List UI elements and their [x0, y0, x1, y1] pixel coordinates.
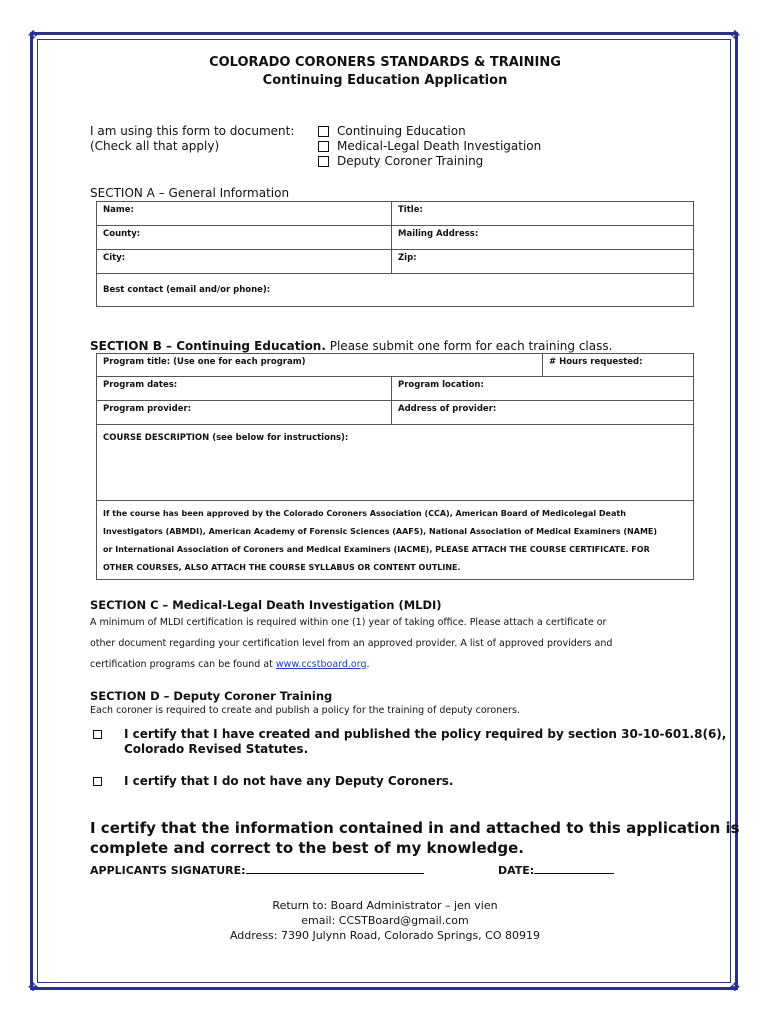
doc-type-label-line1: I am using this form to document: [90, 124, 295, 138]
ccst-board-link[interactable]: www.ccstboard.org [275, 659, 367, 670]
zip-field[interactable]: Zip: [392, 250, 694, 274]
signature-row [90, 863, 424, 877]
return-address: Address: 7390 Julynn Road, Colorado Springs, CO 80919 [229, 929, 541, 942]
section-d-heading: SECTION D – Deputy Coroner Training [90, 689, 333, 703]
doc-type-options [318, 124, 541, 169]
return-email: email: CCSTBoard@gmail.com [301, 914, 469, 927]
no-deputies-text: I certify that I do not have any Deputy Coroners. [124, 774, 454, 788]
doc-type-label-line2: (Check all that apply) [90, 139, 220, 153]
doc-type-label [90, 124, 294, 154]
policy-certify-text: I certify that I have created and published the policy required by section 30-10-601.8(6), Colorado Revised Statutes. [124, 727, 727, 756]
best-contact-field[interactable]: Best contact (email and/or phone): [97, 274, 694, 307]
checkbox-deputy-training[interactable] [318, 156, 329, 167]
city-field[interactable]: City: [97, 250, 392, 274]
form-title: COLORADO CORONERS STANDARDS & TRAINING [209, 55, 561, 70]
option-continuing-education[interactable]: Continuing Education [318, 124, 541, 139]
date-label: DATE: [498, 864, 535, 877]
program-title-row [97, 354, 694, 377]
signature-label: APPLICANTS SIGNATURE: [90, 864, 246, 877]
provider-address-field[interactable]: Address of provider: [392, 401, 694, 425]
program-location-field[interactable]: Program location: [392, 377, 694, 401]
course-approval-note: If the course has been approved by the Colorado Coroners Association (CCA), American Board of Medicolegal Death Investigators (ABMDI), American Academy of Forensic Sciences (AAFS), National Association of Medical Examiners (NAME) or International Association of Coroners and Medical Examiners (IACME), PLEASE ATTACH THE COURSE CERTIFICATE. FOR OTHER COURSES, ALSO ATTACH THE COURSE SYLLABUS OR CONTENT OUTLINE. [97, 501, 694, 580]
option-mldi[interactable]: Medical-Legal Death Investigation [318, 139, 541, 154]
checkbox-mldi[interactable] [318, 141, 329, 152]
date-line[interactable] [534, 863, 614, 874]
form-subtitle: Continuing Education Application [262, 73, 508, 88]
section-c-body: A minimum of MLDI certification is required within one (1) year of taking office. Please attach a certificate or other document regarding your certification level from an approved provider. A list of approved providers and certification programs can be found at www.ccstboard.org. [90, 617, 613, 670]
return-to: Return to: Board Administrator – jen vien [272, 899, 498, 912]
title-field[interactable]: Title: [392, 202, 694, 226]
corner-ornament-icon: ✥ [27, 28, 39, 42]
county-field[interactable]: County: [97, 226, 392, 250]
section-a-table [96, 201, 694, 307]
corner-ornament-icon: ✥ [729, 28, 741, 42]
certification-statement: I certify that the information contained in and attached to this application is complete and correct to the best of my knowledge. [90, 819, 740, 857]
mailing-address-field[interactable]: Mailing Address: [392, 226, 694, 250]
program-provider-field[interactable]: Program provider: [97, 401, 392, 425]
section-d-intro: Each coroner is required to create and publish a policy for the training of deputy coroners. [90, 705, 520, 716]
section-a-heading: SECTION A – General Information [90, 186, 290, 200]
signature-line[interactable] [246, 863, 424, 874]
course-description-field[interactable]: COURSE DESCRIPTION (see below for instructions): [97, 425, 694, 501]
corner-ornament-icon: ✥ [729, 980, 741, 994]
program-dates-field[interactable]: Program dates: [97, 377, 392, 401]
section-c-heading: SECTION C – Medical-Legal Death Investigation (MLDI) [90, 598, 442, 612]
program-title-field[interactable]: Program title: (Use one for each program) [97, 354, 543, 376]
checkbox-no-deputies[interactable] [93, 777, 102, 786]
checkbox-policy-certify[interactable] [93, 730, 102, 739]
checkbox-continuing-education[interactable] [318, 126, 329, 137]
section-b-heading: SECTION B – Continuing Education. Please submit one form for each training class. [90, 339, 613, 353]
date-row [498, 863, 614, 877]
section-b-table [96, 353, 694, 580]
option-deputy-training[interactable]: Deputy Coroner Training [318, 154, 541, 169]
return-address-block [0, 898, 770, 943]
name-field[interactable]: Name: [97, 202, 392, 226]
corner-ornament-icon: ✥ [27, 980, 39, 994]
hours-requested-field[interactable]: # Hours requested: [549, 357, 643, 367]
